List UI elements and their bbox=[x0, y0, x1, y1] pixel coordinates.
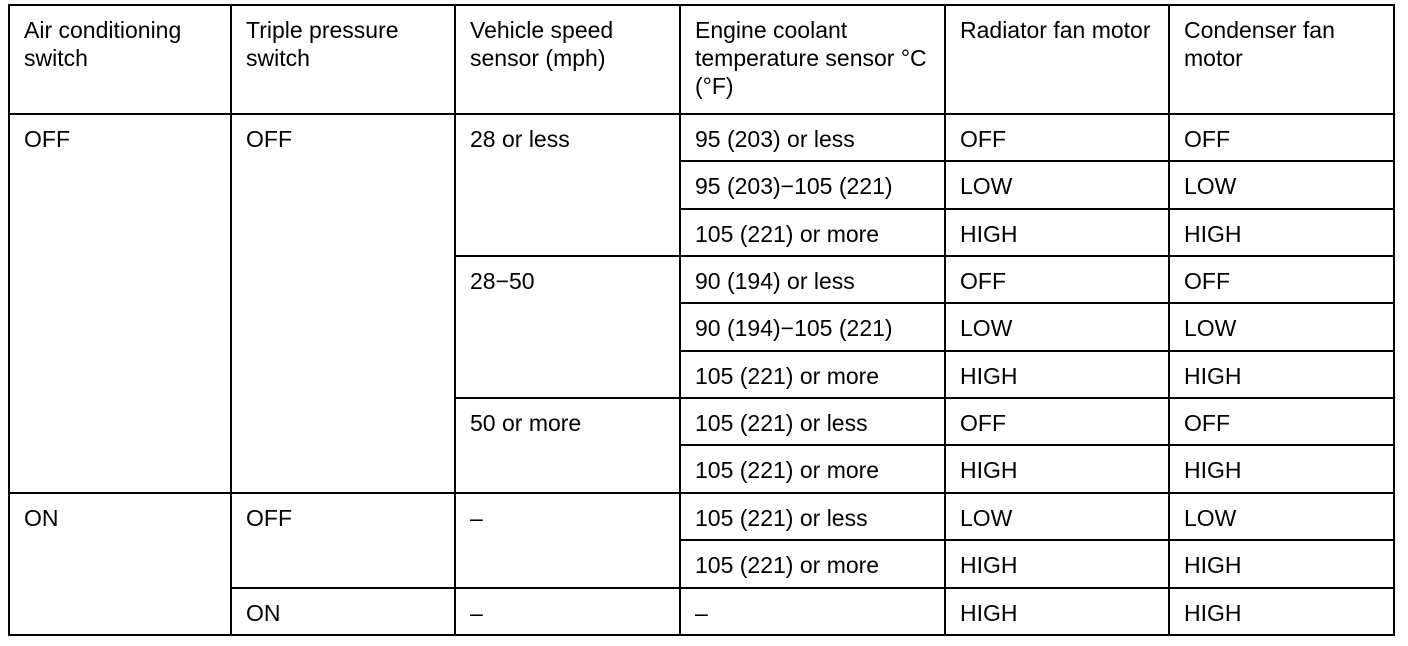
header-radiator-fan-motor: Radiator fan motor bbox=[945, 5, 1169, 114]
condenser-fan-cell: OFF bbox=[1169, 398, 1394, 445]
ac-switch-cell: ON bbox=[9, 493, 231, 635]
coolant-temp-cell: 105 (221) or more bbox=[680, 540, 945, 587]
radiator-fan-cell: OFF bbox=[945, 256, 1169, 303]
radiator-fan-cell: HIGH bbox=[945, 351, 1169, 398]
radiator-fan-cell: HIGH bbox=[945, 540, 1169, 587]
vehicle-speed-cell: 28−50 bbox=[455, 256, 680, 398]
radiator-fan-cell: HIGH bbox=[945, 445, 1169, 492]
header-engine-coolant-temperature-sensor: Engine coolant temperature sensor °C (°F) bbox=[680, 5, 945, 114]
vehicle-speed-cell: – bbox=[455, 588, 680, 635]
triple-pressure-cell: OFF bbox=[231, 114, 455, 493]
triple-pressure-cell: ON bbox=[231, 588, 455, 635]
vehicle-speed-cell: – bbox=[455, 493, 680, 588]
coolant-temp-cell: 90 (194)−105 (221) bbox=[680, 303, 945, 350]
radiator-fan-cell: OFF bbox=[945, 398, 1169, 445]
coolant-temp-cell: 105 (221) or more bbox=[680, 209, 945, 256]
header-vehicle-speed-sensor: Vehicle speed sensor (mph) bbox=[455, 5, 680, 114]
condenser-fan-cell: HIGH bbox=[1169, 351, 1394, 398]
vehicle-speed-cell: 50 or more bbox=[455, 398, 680, 493]
header-condenser-fan-motor: Condenser fan motor bbox=[1169, 5, 1394, 114]
radiator-fan-cell: LOW bbox=[945, 161, 1169, 208]
coolant-temp-cell: 95 (203)−105 (221) bbox=[680, 161, 945, 208]
coolant-temp-cell: 95 (203) or less bbox=[680, 114, 945, 161]
radiator-fan-cell: LOW bbox=[945, 493, 1169, 540]
ac-switch-cell: OFF bbox=[9, 114, 231, 493]
header-triple-pressure-switch: Triple pressure switch bbox=[231, 5, 455, 114]
condenser-fan-cell: OFF bbox=[1169, 114, 1394, 161]
vehicle-speed-cell: 28 or less bbox=[455, 114, 680, 256]
radiator-fan-cell: HIGH bbox=[945, 209, 1169, 256]
table-row bbox=[9, 114, 1394, 161]
condenser-fan-cell: LOW bbox=[1169, 303, 1394, 350]
radiator-fan-cell: OFF bbox=[945, 114, 1169, 161]
condenser-fan-cell: OFF bbox=[1169, 256, 1394, 303]
condenser-fan-cell: HIGH bbox=[1169, 209, 1394, 256]
condenser-fan-cell: HIGH bbox=[1169, 445, 1394, 492]
radiator-fan-cell: LOW bbox=[945, 303, 1169, 350]
condenser-fan-cell: LOW bbox=[1169, 493, 1394, 540]
condenser-fan-cell: HIGH bbox=[1169, 588, 1394, 635]
coolant-temp-cell: 105 (221) or less bbox=[680, 398, 945, 445]
triple-pressure-cell: OFF bbox=[231, 493, 455, 588]
table-row bbox=[9, 493, 1394, 540]
header-air-conditioning-switch: Air conditioning switch bbox=[9, 5, 231, 114]
table-header-row bbox=[9, 5, 1394, 114]
coolant-temp-cell: 105 (221) or less bbox=[680, 493, 945, 540]
coolant-temp-cell: 105 (221) or more bbox=[680, 351, 945, 398]
condenser-fan-cell: LOW bbox=[1169, 161, 1394, 208]
coolant-temp-cell: 90 (194) or less bbox=[680, 256, 945, 303]
fan-control-table bbox=[8, 4, 1395, 636]
radiator-fan-cell: HIGH bbox=[945, 588, 1169, 635]
coolant-temp-cell: 105 (221) or more bbox=[680, 445, 945, 492]
coolant-temp-cell: – bbox=[680, 588, 945, 635]
condenser-fan-cell: HIGH bbox=[1169, 540, 1394, 587]
